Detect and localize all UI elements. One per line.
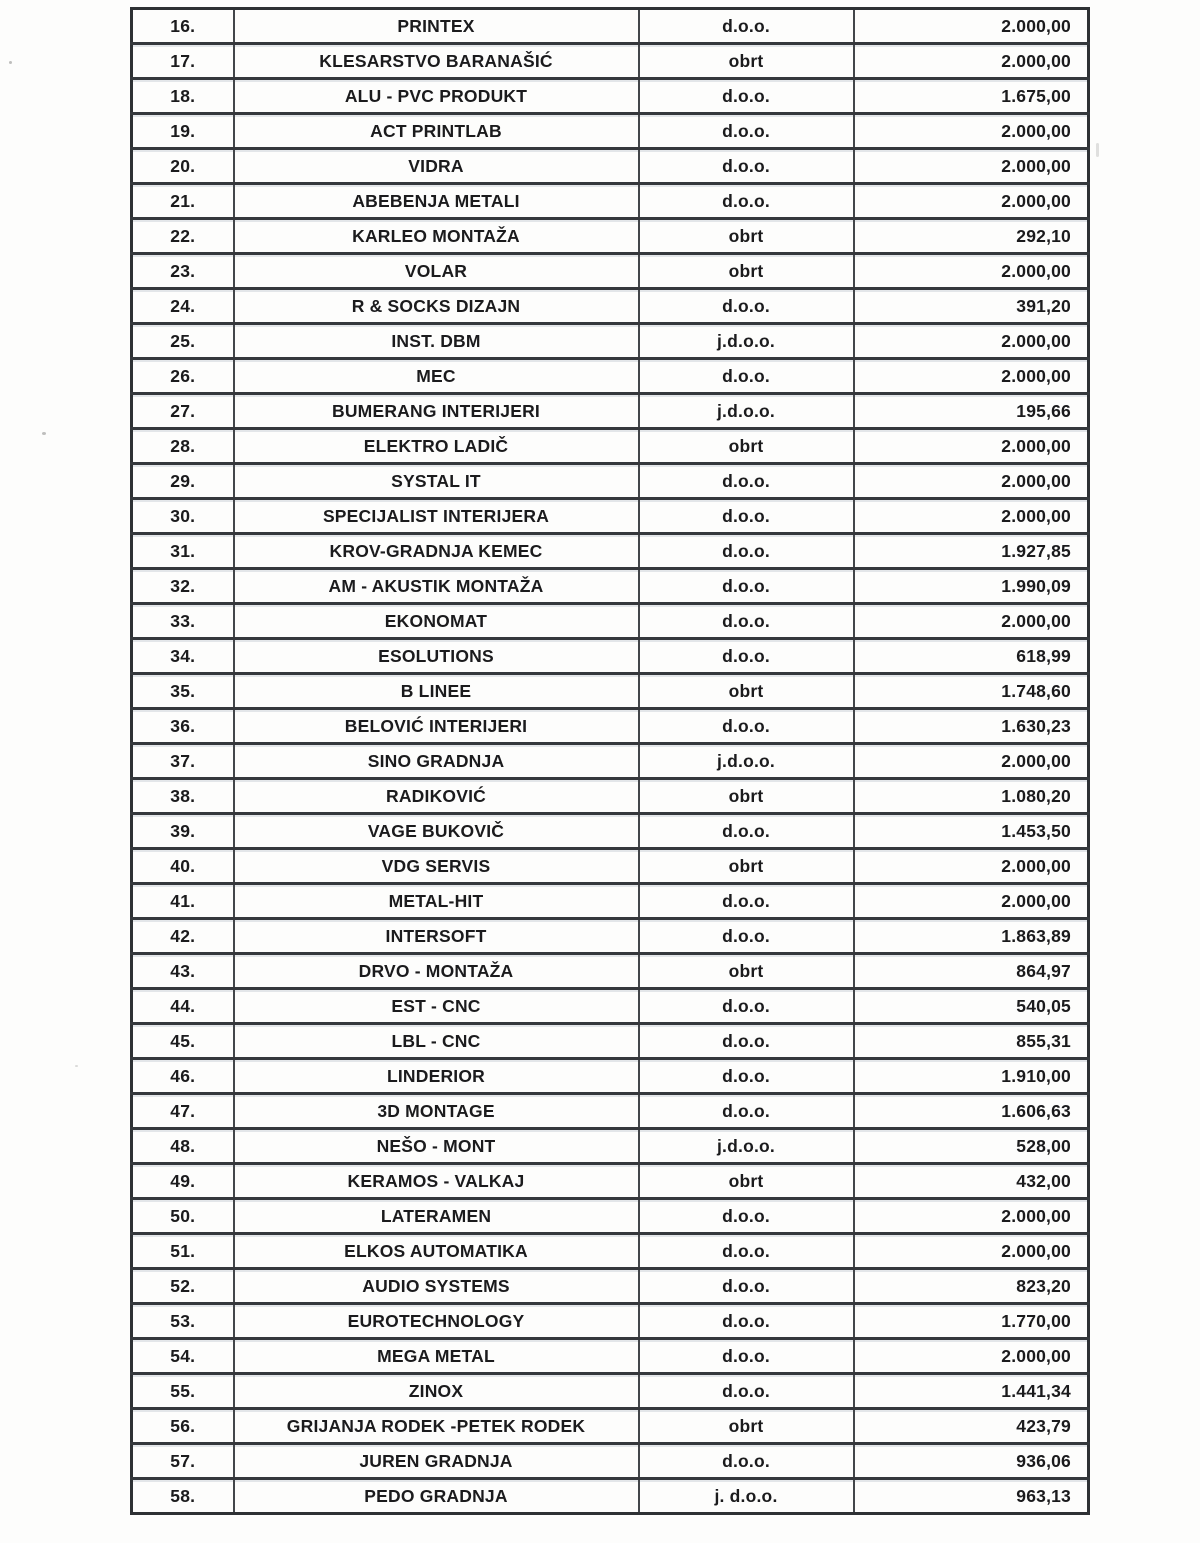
company-name-cell: LINDERIOR xyxy=(234,1059,639,1094)
row-number-cell: 19. xyxy=(132,114,234,149)
legal-form-cell: obrt xyxy=(639,1164,854,1199)
company-name-cell: VOLAR xyxy=(234,254,639,289)
legal-form-cell: j.d.o.o. xyxy=(639,1129,854,1164)
amount-cell: 618,99 xyxy=(854,639,1089,674)
company-name-cell: MEC xyxy=(234,359,639,394)
amount-cell: 2.000,00 xyxy=(854,1199,1089,1234)
table-row xyxy=(132,1304,1089,1339)
company-name-cell: ZINOX xyxy=(234,1374,639,1409)
row-number-cell: 28. xyxy=(132,429,234,464)
company-name-cell: MEGA METAL xyxy=(234,1339,639,1374)
company-name-cell: AUDIO SYSTEMS xyxy=(234,1269,639,1304)
row-number-cell: 20. xyxy=(132,149,234,184)
row-number-cell: 31. xyxy=(132,534,234,569)
amount-cell: 1.863,89 xyxy=(854,919,1089,954)
amount-cell: 2.000,00 xyxy=(854,429,1089,464)
table-row xyxy=(132,149,1089,184)
row-number-cell: 55. xyxy=(132,1374,234,1409)
table-row xyxy=(132,499,1089,534)
table-row xyxy=(132,429,1089,464)
amount-cell: 292,10 xyxy=(854,219,1089,254)
legal-form-cell: d.o.o. xyxy=(639,639,854,674)
legal-form-cell: d.o.o. xyxy=(639,1199,854,1234)
amount-cell: 391,20 xyxy=(854,289,1089,324)
scan-speck xyxy=(42,432,46,435)
row-number-cell: 39. xyxy=(132,814,234,849)
row-number-cell: 22. xyxy=(132,219,234,254)
company-name-cell: AM - AKUSTIK MONTAŽA xyxy=(234,569,639,604)
scan-speck xyxy=(9,61,12,64)
company-name-cell: EKONOMAT xyxy=(234,604,639,639)
row-number-cell: 48. xyxy=(132,1129,234,1164)
amount-cell: 936,06 xyxy=(854,1444,1089,1479)
amount-cell: 1.441,34 xyxy=(854,1374,1089,1409)
company-name-cell: SYSTAL IT xyxy=(234,464,639,499)
row-number-cell: 18. xyxy=(132,79,234,114)
legal-form-cell: d.o.o. xyxy=(639,114,854,149)
amount-cell: 2.000,00 xyxy=(854,359,1089,394)
legal-form-cell: obrt xyxy=(639,429,854,464)
legal-form-cell: d.o.o. xyxy=(639,359,854,394)
row-number-cell: 37. xyxy=(132,744,234,779)
row-number-cell: 58. xyxy=(132,1479,234,1514)
row-number-cell: 21. xyxy=(132,184,234,219)
table-row xyxy=(132,1479,1089,1514)
company-name-cell: BELOVIĆ INTERIJERI xyxy=(234,709,639,744)
legal-form-cell: d.o.o. xyxy=(639,1024,854,1059)
row-number-cell: 30. xyxy=(132,499,234,534)
amount-cell: 540,05 xyxy=(854,989,1089,1024)
amount-cell: 2.000,00 xyxy=(854,744,1089,779)
company-name-cell: ESOLUTIONS xyxy=(234,639,639,674)
table-row xyxy=(132,1059,1089,1094)
table-row xyxy=(132,604,1089,639)
legal-form-cell: d.o.o. xyxy=(639,1234,854,1269)
table-row xyxy=(132,989,1089,1024)
row-number-cell: 35. xyxy=(132,674,234,709)
table-row xyxy=(132,1444,1089,1479)
table-row xyxy=(132,184,1089,219)
amount-cell: 963,13 xyxy=(854,1479,1089,1514)
row-number-cell: 25. xyxy=(132,324,234,359)
amount-cell: 423,79 xyxy=(854,1409,1089,1444)
table-row xyxy=(132,639,1089,674)
amount-cell: 1.927,85 xyxy=(854,534,1089,569)
scan-speck xyxy=(75,1065,78,1067)
row-number-cell: 57. xyxy=(132,1444,234,1479)
legal-form-cell: j.d.o.o. xyxy=(639,394,854,429)
table-row xyxy=(132,254,1089,289)
table-row xyxy=(132,1339,1089,1374)
company-name-cell: RADIKOVIĆ xyxy=(234,779,639,814)
legal-form-cell: d.o.o. xyxy=(639,1374,854,1409)
amount-cell: 1.770,00 xyxy=(854,1304,1089,1339)
row-number-cell: 38. xyxy=(132,779,234,814)
legal-form-cell: d.o.o. xyxy=(639,709,854,744)
legal-form-cell: d.o.o. xyxy=(639,464,854,499)
company-name-cell: PEDO GRADNJA xyxy=(234,1479,639,1514)
company-name-cell: B LINEE xyxy=(234,674,639,709)
table-row xyxy=(132,114,1089,149)
companies-table xyxy=(130,7,1090,1515)
legal-form-cell: d.o.o. xyxy=(639,9,854,44)
table-row xyxy=(132,9,1089,44)
amount-cell: 1.080,20 xyxy=(854,779,1089,814)
amount-cell: 1.748,60 xyxy=(854,674,1089,709)
legal-form-cell: d.o.o. xyxy=(639,1444,854,1479)
company-name-cell: GRIJANJA RODEK -PETEK RODEK xyxy=(234,1409,639,1444)
legal-form-cell: d.o.o. xyxy=(639,1059,854,1094)
company-name-cell: LATERAMEN xyxy=(234,1199,639,1234)
legal-form-cell: j. d.o.o. xyxy=(639,1479,854,1514)
row-number-cell: 56. xyxy=(132,1409,234,1444)
row-number-cell: 45. xyxy=(132,1024,234,1059)
company-name-cell: EST - CNC xyxy=(234,989,639,1024)
legal-form-cell: d.o.o. xyxy=(639,1339,854,1374)
legal-form-cell: d.o.o. xyxy=(639,149,854,184)
legal-form-cell: d.o.o. xyxy=(639,184,854,219)
amount-cell: 2.000,00 xyxy=(854,149,1089,184)
amount-cell: 195,66 xyxy=(854,394,1089,429)
legal-form-cell: d.o.o. xyxy=(639,1269,854,1304)
table-row xyxy=(132,1094,1089,1129)
table-row xyxy=(132,779,1089,814)
row-number-cell: 50. xyxy=(132,1199,234,1234)
table-row xyxy=(132,674,1089,709)
company-name-cell: DRVO - MONTAŽA xyxy=(234,954,639,989)
row-number-cell: 33. xyxy=(132,604,234,639)
table-row xyxy=(132,884,1089,919)
company-name-cell: KERAMOS - VALKAJ xyxy=(234,1164,639,1199)
row-number-cell: 40. xyxy=(132,849,234,884)
legal-form-cell: obrt xyxy=(639,1409,854,1444)
row-number-cell: 49. xyxy=(132,1164,234,1199)
table-row xyxy=(132,534,1089,569)
legal-form-cell: obrt xyxy=(639,674,854,709)
amount-cell: 2.000,00 xyxy=(854,884,1089,919)
row-number-cell: 17. xyxy=(132,44,234,79)
company-name-cell: ELEKTRO LADIČ xyxy=(234,429,639,464)
legal-form-cell: d.o.o. xyxy=(639,884,854,919)
table-row xyxy=(132,79,1089,114)
table-row xyxy=(132,289,1089,324)
row-number-cell: 42. xyxy=(132,919,234,954)
company-name-cell: PRINTEX xyxy=(234,9,639,44)
amount-cell: 1.990,09 xyxy=(854,569,1089,604)
company-name-cell: BUMERANG INTERIJERI xyxy=(234,394,639,429)
row-number-cell: 51. xyxy=(132,1234,234,1269)
company-name-cell: KARLEO MONTAŽA xyxy=(234,219,639,254)
table-row xyxy=(132,849,1089,884)
row-number-cell: 29. xyxy=(132,464,234,499)
legal-form-cell: obrt xyxy=(639,849,854,884)
table-row xyxy=(132,1164,1089,1199)
table-row xyxy=(132,219,1089,254)
amount-cell: 2.000,00 xyxy=(854,1234,1089,1269)
table-row xyxy=(132,1199,1089,1234)
amount-cell: 2.000,00 xyxy=(854,9,1089,44)
legal-form-cell: j.d.o.o. xyxy=(639,744,854,779)
scan-smudge xyxy=(1096,143,1099,157)
amount-cell: 2.000,00 xyxy=(854,499,1089,534)
table-body xyxy=(132,9,1089,1514)
table-row xyxy=(132,1024,1089,1059)
company-name-cell: VAGE BUKOVIČ xyxy=(234,814,639,849)
row-number-cell: 23. xyxy=(132,254,234,289)
row-number-cell: 52. xyxy=(132,1269,234,1304)
company-name-cell: SINO GRADNJA xyxy=(234,744,639,779)
row-number-cell: 32. xyxy=(132,569,234,604)
table-row xyxy=(132,709,1089,744)
amount-cell: 2.000,00 xyxy=(854,114,1089,149)
company-name-cell: R & SOCKS DIZAJN xyxy=(234,289,639,324)
legal-form-cell: d.o.o. xyxy=(639,1304,854,1339)
company-name-cell: 3D MONTAGE xyxy=(234,1094,639,1129)
table-row xyxy=(132,359,1089,394)
amount-cell: 528,00 xyxy=(854,1129,1089,1164)
table-row xyxy=(132,324,1089,359)
amount-cell: 1.910,00 xyxy=(854,1059,1089,1094)
amount-cell: 2.000,00 xyxy=(854,324,1089,359)
amount-cell: 1.606,63 xyxy=(854,1094,1089,1129)
table-row xyxy=(132,1409,1089,1444)
amount-cell: 2.000,00 xyxy=(854,184,1089,219)
table-row xyxy=(132,954,1089,989)
table-row xyxy=(132,394,1089,429)
legal-form-cell: d.o.o. xyxy=(639,289,854,324)
table-row xyxy=(132,1374,1089,1409)
amount-cell: 823,20 xyxy=(854,1269,1089,1304)
legal-form-cell: d.o.o. xyxy=(639,919,854,954)
legal-form-cell: d.o.o. xyxy=(639,499,854,534)
row-number-cell: 46. xyxy=(132,1059,234,1094)
legal-form-cell: obrt xyxy=(639,219,854,254)
table-row xyxy=(132,1269,1089,1304)
amount-cell: 2.000,00 xyxy=(854,849,1089,884)
legal-form-cell: d.o.o. xyxy=(639,1094,854,1129)
row-number-cell: 27. xyxy=(132,394,234,429)
company-name-cell: KLESARSTVO BARANAŠIĆ xyxy=(234,44,639,79)
legal-form-cell: d.o.o. xyxy=(639,604,854,639)
company-name-cell: ACT PRINTLAB xyxy=(234,114,639,149)
amount-cell: 2.000,00 xyxy=(854,44,1089,79)
company-name-cell: VIDRA xyxy=(234,149,639,184)
company-name-cell: ABEBENJA METALI xyxy=(234,184,639,219)
table-row xyxy=(132,464,1089,499)
company-name-cell: SPECIJALIST INTERIJERA xyxy=(234,499,639,534)
amount-cell: 2.000,00 xyxy=(854,1339,1089,1374)
amount-cell: 2.000,00 xyxy=(854,464,1089,499)
legal-form-cell: obrt xyxy=(639,954,854,989)
company-name-cell: INTERSOFT xyxy=(234,919,639,954)
row-number-cell: 47. xyxy=(132,1094,234,1129)
amount-cell: 1.675,00 xyxy=(854,79,1089,114)
table-row xyxy=(132,1234,1089,1269)
row-number-cell: 54. xyxy=(132,1339,234,1374)
company-name-cell: ELKOS AUTOMATIKA xyxy=(234,1234,639,1269)
legal-form-cell: j.d.o.o. xyxy=(639,324,854,359)
legal-form-cell: d.o.o. xyxy=(639,79,854,114)
amount-cell: 855,31 xyxy=(854,1024,1089,1059)
company-name-cell: VDG SERVIS xyxy=(234,849,639,884)
table-row xyxy=(132,744,1089,779)
row-number-cell: 36. xyxy=(132,709,234,744)
legal-form-cell: obrt xyxy=(639,254,854,289)
table-row xyxy=(132,919,1089,954)
amount-cell: 864,97 xyxy=(854,954,1089,989)
amount-cell: 2.000,00 xyxy=(854,254,1089,289)
company-name-cell: JUREN GRADNJA xyxy=(234,1444,639,1479)
company-name-cell: KROV-GRADNJA KEMEC xyxy=(234,534,639,569)
company-name-cell: INST. DBM xyxy=(234,324,639,359)
table-row xyxy=(132,1129,1089,1164)
company-name-cell: ALU - PVC PRODUKT xyxy=(234,79,639,114)
legal-form-cell: obrt xyxy=(639,44,854,79)
legal-form-cell: d.o.o. xyxy=(639,534,854,569)
row-number-cell: 24. xyxy=(132,289,234,324)
legal-form-cell: d.o.o. xyxy=(639,814,854,849)
row-number-cell: 26. xyxy=(132,359,234,394)
amount-cell: 2.000,00 xyxy=(854,604,1089,639)
amount-cell: 432,00 xyxy=(854,1164,1089,1199)
legal-form-cell: d.o.o. xyxy=(639,569,854,604)
row-number-cell: 34. xyxy=(132,639,234,674)
amount-cell: 1.453,50 xyxy=(854,814,1089,849)
row-number-cell: 53. xyxy=(132,1304,234,1339)
row-number-cell: 16. xyxy=(170,15,196,36)
company-name-cell: NEŠO - MONT xyxy=(234,1129,639,1164)
legal-form-cell: d.o.o. xyxy=(639,989,854,1024)
company-name-cell: EUROTECHNOLOGY xyxy=(234,1304,639,1339)
company-name-cell: LBL - CNC xyxy=(234,1024,639,1059)
amount-cell: 1.630,23 xyxy=(854,709,1089,744)
table-row xyxy=(132,814,1089,849)
table-row xyxy=(132,44,1089,79)
row-number-cell: 41. xyxy=(132,884,234,919)
row-number-cell: 43. xyxy=(132,954,234,989)
table-row xyxy=(132,569,1089,604)
row-number-cell: 44. xyxy=(132,989,234,1024)
company-name-cell: METAL-HIT xyxy=(234,884,639,919)
legal-form-cell: obrt xyxy=(639,779,854,814)
